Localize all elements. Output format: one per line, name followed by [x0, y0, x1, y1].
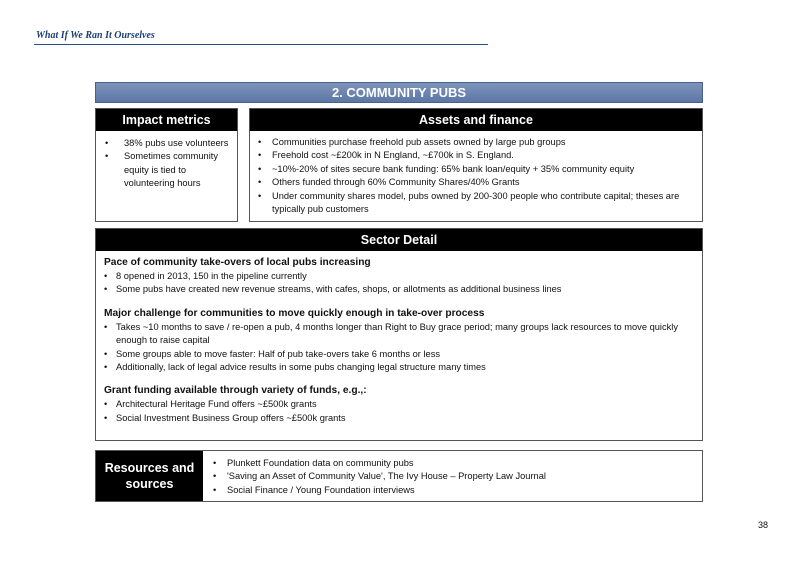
sector-block-list	[104, 321, 694, 375]
list-item: • 8 opened in 2013, 150 in the pipeline currently	[104, 270, 694, 283]
list-item: • Plunkett Foundation data on community pubs	[207, 457, 546, 470]
list-item: • Social Finance / Young Foundation interviews	[207, 484, 546, 497]
list-item: • 'Saving an Asset of Community Value', The Ivy House – Property Law Journal	[207, 470, 546, 483]
sector-block-title: Grant funding available through variety of funds, e.g.,:	[104, 385, 367, 397]
sector-block-list	[104, 398, 694, 425]
sector-block-title: Pace of community take-overs of local pubs increasing	[104, 257, 371, 268]
list-item: • Takes ~10 months to save / re-open a pub, 4 months longer than Right to Buy grace period; many groups lack resources to move quickly enough to raise capital	[104, 321, 694, 348]
document-header: What If We Ran It Ourselves	[36, 30, 155, 41]
resources-list	[207, 457, 546, 497]
list-item: • 38% pubs use volunteers	[100, 137, 231, 150]
sector-detail-heading: Sector Detail	[96, 229, 702, 251]
list-item: • Under community shares model, pubs owned by 200-300 people who contribute capital; theses are typically pub customers	[252, 190, 696, 217]
list-item: • Some pubs have created new revenue streams, with cafes, shops, or allotments as additional business lines	[104, 283, 694, 296]
impact-metrics-heading: Impact metrics	[96, 109, 237, 131]
sector-detail-panel	[95, 228, 703, 441]
list-item: • Freehold cost ~£200k in N England, ~£700k in S. England.	[252, 149, 696, 162]
assets-finance-panel	[249, 108, 703, 222]
list-item: • Others funded through 60% Community Shares/40% Grants	[252, 176, 696, 189]
section-title: 2. COMMUNITY PUBS	[95, 82, 703, 103]
list-item: • Communities purchase freehold pub assets owned by large pub groups	[252, 136, 696, 149]
sector-block-title: Major challenge for communities to move quickly enough in take-over process	[104, 307, 485, 319]
list-item: • ~10%-20% of sites secure bank funding: 65% bank loan/equity + 35% community equity	[252, 163, 696, 176]
list-item: • Architectural Heritage Fund offers ~£500k grants	[104, 398, 694, 411]
resources-heading-line1: Resources and	[104, 461, 195, 475]
resources-heading	[96, 451, 203, 501]
list-item: • Additionally, lack of legal advice results in some pubs changing legal structure many times	[104, 361, 694, 374]
resources-heading-line2: sources	[125, 477, 174, 491]
impact-metrics-panel	[95, 108, 238, 222]
resources-panel	[95, 450, 703, 502]
header-divider	[34, 44, 488, 45]
assets-finance-heading: Assets and finance	[250, 109, 702, 131]
page-number: 38	[758, 520, 769, 530]
list-item: • Some groups able to move faster: Half of pub take-overs take 6 months or less	[104, 348, 694, 361]
sector-block-list	[104, 270, 694, 297]
impact-metrics-list	[96, 131, 237, 191]
assets-finance-list	[250, 131, 702, 216]
list-item: • Social Investment Business Group offers ~£500k grants	[104, 412, 694, 425]
list-item: • Sometimes community equity is tied to volunteering hours	[100, 150, 231, 190]
